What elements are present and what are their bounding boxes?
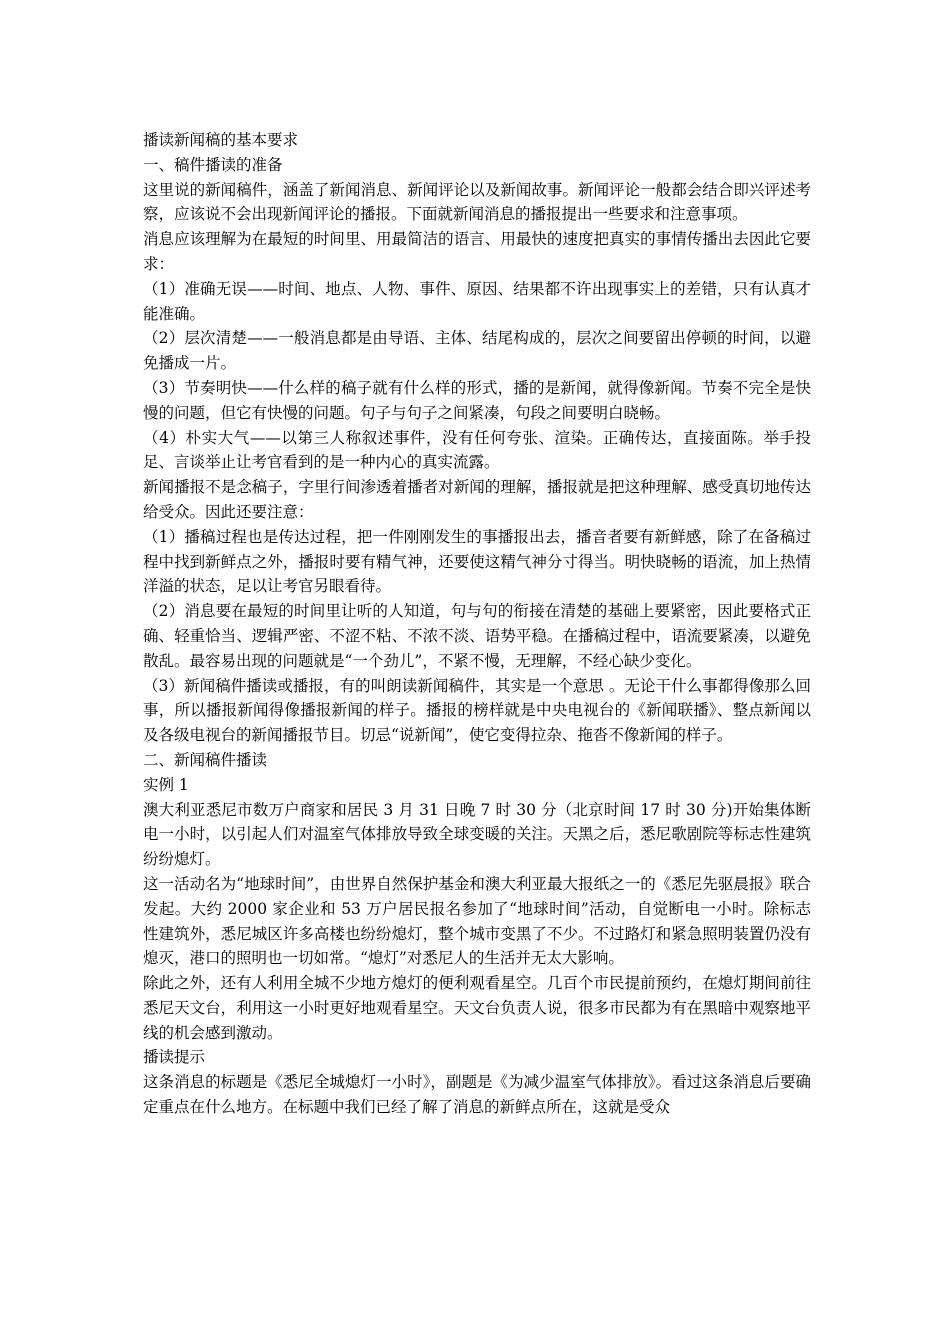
paragraph: 这里说的新闻稿件，涵盖了新闻消息、新闻评论以及新闻故事。新闻评论一般都会结合即兴评述考察，应该说不会出现新闻评论的播报。下面就新闻消息的播报提出一些要求和注意事项。 (143, 180, 811, 224)
document-body (143, 128, 811, 1120)
section-heading: 一、稿件播读的准备 (143, 155, 283, 174)
paragraph: 新闻播报不是念稿子，字里行间渗透着播者对新闻的理解，播报就是把这种理解、感受真切地传达给受众。因此还要注意： (143, 478, 811, 521)
example-heading: 实例 1 (143, 775, 189, 794)
paragraph: 这一活动名为“地球时间”，由世界自然保护基金和澳大利亚最大报纸之一的《悉尼先驱晨报》联合发起。大约 2000 家企业和 53 万户居民报名参加了“地球时间”活动，自觉断电一小时。除标志性建筑外，悉尼城区许多高楼也纷纷熄灯，整个城市变黑了不少。不过路灯和紧急照明装置仍没有熄灭，港口的照明也一切如常。“熄灯”对悉尼人的生活并无太大影响。 (143, 874, 811, 968)
subheading: 播读提示 (143, 1048, 206, 1067)
paragraph: 消息应该理解为在最短的时间里、用最简洁的语言、用最快的速度把真实的事情传播出去因此它要求： (143, 230, 811, 273)
list-item: （3）节奏明快——什么样的稿子就有什么样的形式，播的是新闻，就得像新闻。节奏不完全是快慢的问题，但它有快慢的问题。句子与句子之间紧凑，句段之间要明白晓畅。 (143, 378, 811, 422)
list-item: （2）消息要在最短的时间里让听的人知道，句与句的衔接在清楚的基础上要紧密，因此要格式正确、轻重恰当、逻辑严密、不涩不粘、不浓不淡、语势平稳。在播稿过程中，语流要紧凑，以避免散乱。最容易出现的问题就是“一个劲儿”，不紧不慢，无理解，不经心缺少变化。 (143, 602, 811, 670)
list-item: （1）播稿过程也是传达过程，把一件刚刚发生的事播报出去，播音者要有新鲜感，除了在备稿过程中找到新鲜点之外，播报时要有精气神，还要使这精气神分寸得当。明快晓畅的语流，加上热情洋溢的状态，足以让考官另眼看待。 (143, 527, 811, 596)
document-title: 播读新闻稿的基本要求 (143, 131, 299, 149)
list-item: （2）层次清楚——一般消息都是由导语、主体、结尾构成的，层次之间要留出停顿的时间，以避免播成一片。 (143, 329, 811, 373)
list-item: （4）朴实大气——以第三人称叙述事件，没有任何夸张、渲染。正确传达，直接面陈。举手投足、言谈举止让考官看到的是一种内心的真实流露。 (143, 428, 811, 472)
list-item: （3）新闻稿件播读或播报，有的叫朗读新闻稿件，其实是一个意思 。无论干什么事都得像那么回事，所以播报新闻得像播报新闻的样子。播报的榜样就是中央电视台的《新闻联播》、整点新闻以及各级电视台的新闻播报节目。切忌“说新闻”，使它变得拉杂、拖沓不像新闻的样子。 (143, 676, 811, 745)
section-heading: 二、新闻稿件播读 (143, 750, 268, 769)
paragraph: 除此之外，还有人利用全城不少地方熄灯的便利观看星空。几百个市民提前预约，在熄灯期间前往悉尼天文台，利用这一小时更好地观看星空。天文台负责人说，很多市民都为有在黑暗中观察地平线的机会感到激动。 (143, 974, 811, 1042)
list-item: （1）准确无误——时间、地点、人物、事件、原因、结果都不许出现事实上的差错，只有认真才能准确。 (143, 279, 811, 323)
paragraph: 这条消息的标题是《悉尼全城熄灯一小时》，副题是《为减少温室气体排放》。看过这条消息后要确定重点在什么地方。在标题中我们已经了解了消息的新鲜点所在，这就是受众 (143, 1073, 811, 1117)
paragraph: 澳大利亚悉尼市数万户商家和居民 3 月 31 日晚 7 时 30 分（北京时间 17 时 30 分)开始集体断电一小时，以引起人们对温室气体排放导致全球变暖的关注。天黑之后，悉尼歌剧院等标志性建筑纷纷熄灯。 (143, 800, 811, 869)
